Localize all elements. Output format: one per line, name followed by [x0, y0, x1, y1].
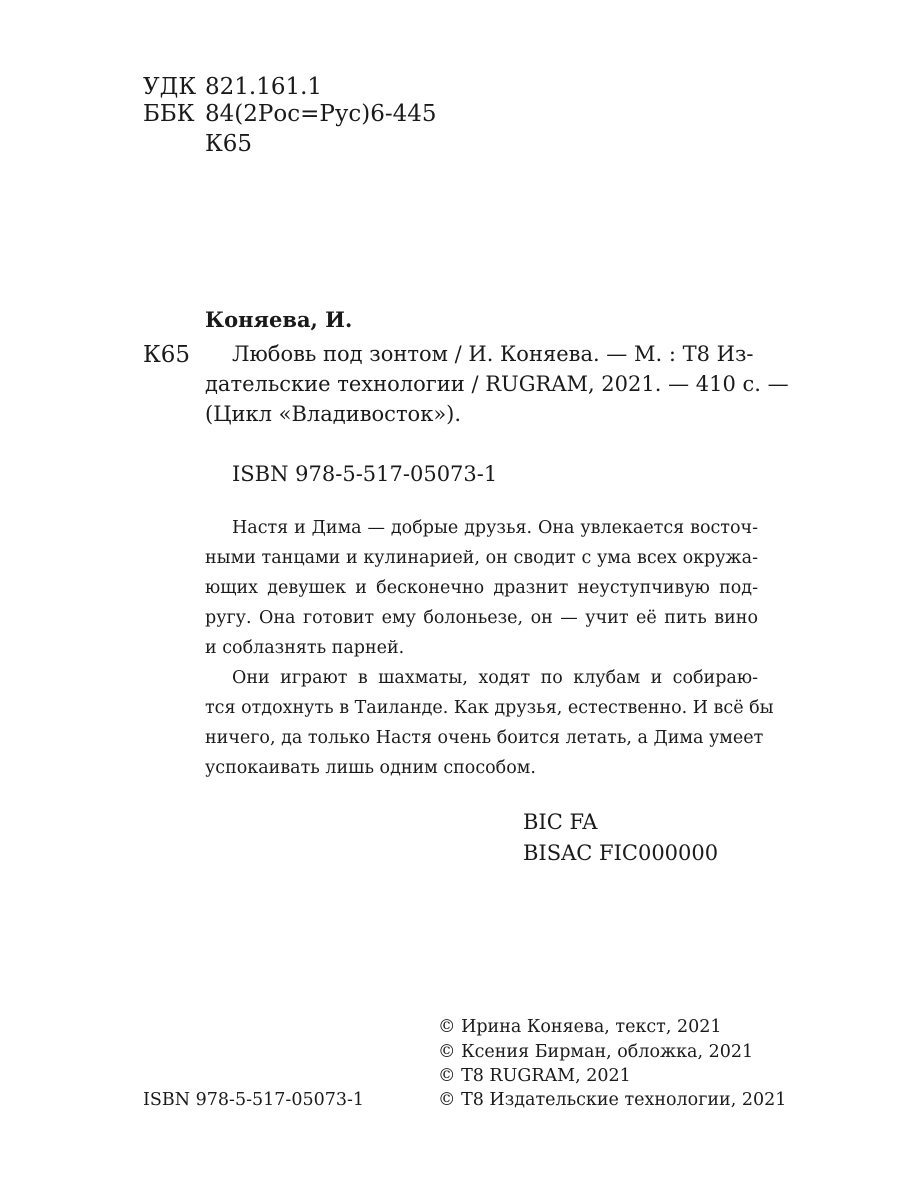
bbk-row	[143, 99, 437, 130]
bib-line-1: Любовь под зонтом / И. Коняева. — М. : Т8 Из-	[232, 342, 754, 366]
bbk-label: ББК	[143, 101, 195, 127]
author-mark-row	[143, 129, 252, 160]
bbk-value: 84(2Рос=Рус)6-445	[205, 101, 437, 127]
bic-code: BIC FA	[523, 810, 598, 834]
annotation-p1-line-2: ными танцами и кулинарией, он сводит с ума всех окружа-	[205, 548, 758, 568]
annotation-p2-line-2: тся отдохнуть в Таиланде. Как друзья, естественно. И всё бы	[205, 698, 774, 718]
bib-line-3: (Цикл «Владивосток»).	[205, 402, 462, 426]
annotation-p1-line-3: ющих девушек и бесконечно дразнит неуступчивую под-	[205, 578, 758, 598]
copyright-line-3: © Т8 RUGRAM, 2021	[438, 1066, 631, 1086]
udk-value: 821.161.1	[205, 74, 323, 100]
copyright-line-4: © Т8 Издательские технологии, 2021	[438, 1090, 787, 1110]
annotation-p2-line-1: Они играют в шахматы, ходят по клубам и собираю-	[232, 668, 758, 688]
annotation-p2-line-4: успокаивать лишь одним способом.	[205, 758, 536, 778]
annotation-p1-line-5: и соблазнять парней.	[205, 638, 405, 658]
copyright-line-1: © Ирина Коняева, текст, 2021	[438, 1017, 722, 1037]
bib-line-2: дательские технологии / RUGRAM, 2021. — 410 с. —	[205, 372, 789, 396]
bisac-code: BISAC FIC000000	[523, 841, 719, 865]
isbn-footer: ISBN 978-5-517-05073-1	[143, 1090, 365, 1110]
annotation-p1-line-1: Настя и Дима — добрые друзья. Она увлекается восточ-	[232, 518, 758, 538]
isbn-entry: ISBN 978-5-517-05073-1	[232, 462, 498, 486]
annotation-p1-line-4: ругу. Она готовит ему болоньезе, он — учит её пить вино	[205, 608, 758, 628]
margin-author-mark: К65	[143, 342, 191, 368]
udk-label: УДК	[143, 74, 197, 100]
author-name: Коняева, И.	[205, 307, 353, 332]
author-mark: К65	[205, 131, 253, 157]
copyright-line-2: © Ксения Бирман, обложка, 2021	[438, 1042, 754, 1062]
annotation-p2-line-3: ничего, да только Настя очень боится летать, а Дима умеет	[205, 728, 764, 748]
